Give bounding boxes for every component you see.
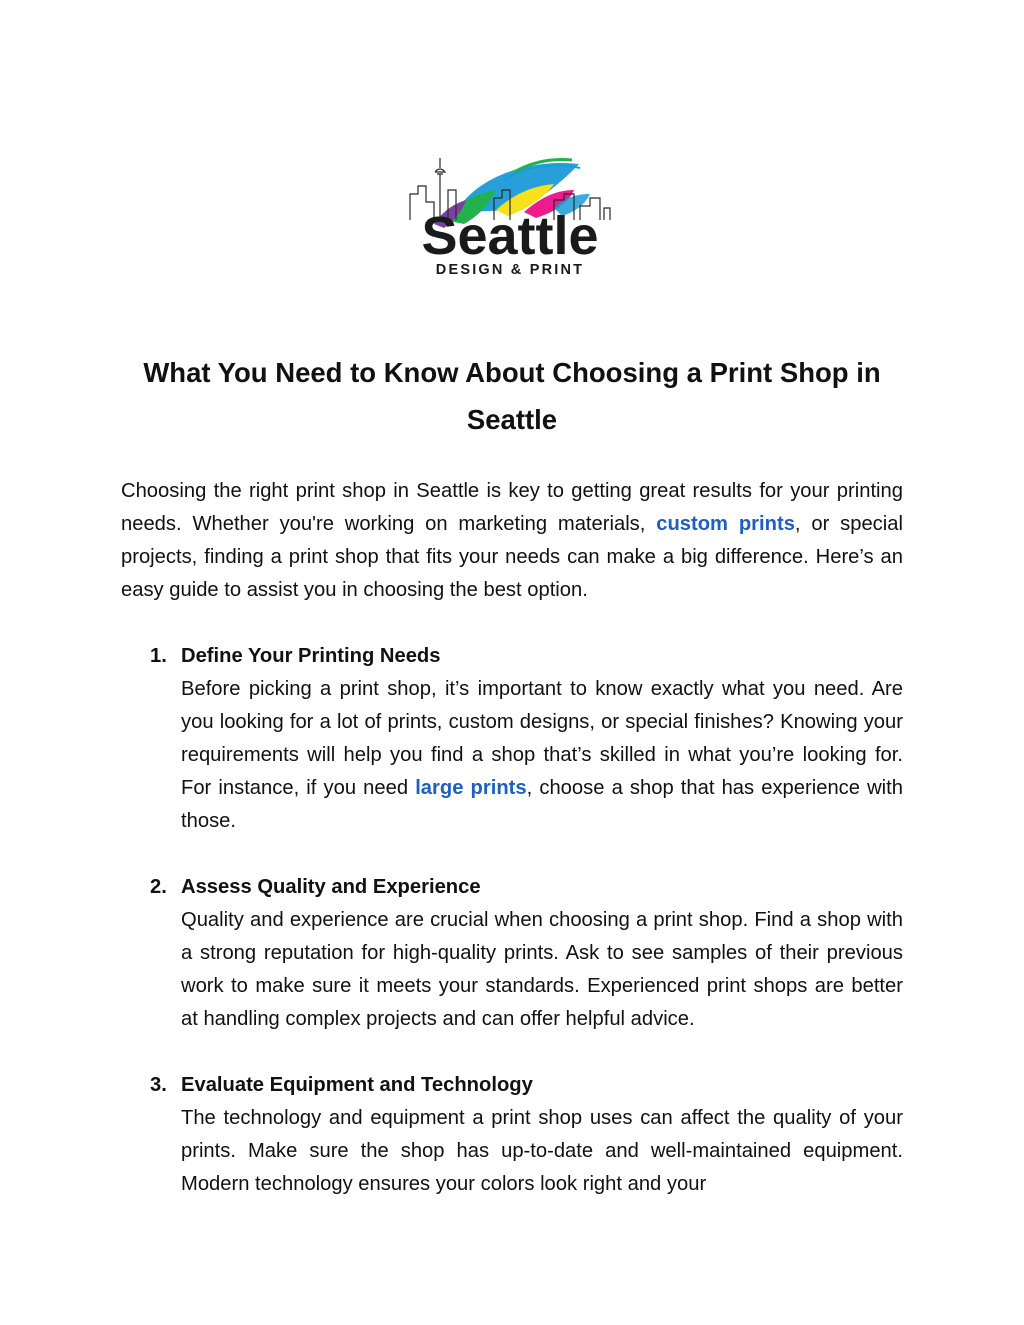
list-item-number: 3. — [150, 1074, 167, 1096]
list-item-text — [181, 673, 903, 838]
list-item-number: 1. — [150, 645, 167, 667]
custom-prints-link[interactable]: custom prints — [656, 513, 795, 535]
list-item-text: Quality and experience are crucial when choosing a print shop. Find a shop with a strong reputation for high-quality prints. Ask to see samples of their previous work to make sure it meets your standards. Experienced print shops are better at handling complex projects and can offer helpful advice. — [181, 909, 903, 1030]
item-text-before-link: Before picking a print shop, it’s important to know exactly what you need. Are you looking for a lot of prints, custom designs, or special finishes? Knowing your requirements will help you find a shop that’s skilled in what you’re looking for. For instance, if you need — [181, 678, 903, 799]
logo-tagline: DESIGN & PRINT — [435, 262, 585, 278]
intro-text-after-link: , or special projects, finding a print shop that fits your needs can make a big difference. Here’s an easy guide to assist you in choosing the best option. — [121, 513, 903, 601]
guide-list — [121, 640, 903, 1234]
list-item-heading: Evaluate Equipment and Technology — [181, 1074, 533, 1096]
logo-word: Seattle — [421, 206, 599, 266]
list-item-text: The technology and equipment a print shop uses can affect the quality of your prints. Make sure the shop has up-to-date and well-maintained equipment. Modern technology ensures your colors look right and your — [181, 1107, 903, 1195]
large-prints-link[interactable]: large prints — [415, 777, 527, 799]
logo-artwork — [404, 150, 616, 278]
item-text-after-link: , choose a shop that has experience with those. — [181, 777, 903, 832]
intro-text-before-link: Choosing the right print shop in Seattle is key to getting great results for your printing needs. Whether you're working on marketing materials, — [121, 480, 903, 535]
list-item-number: 2. — [150, 876, 167, 898]
list-item-heading: Assess Quality and Experience — [181, 876, 481, 898]
list-item — [121, 640, 903, 838]
document-title: What You Need to Know About Choosing a Print Shop in Seattle — [143, 357, 881, 435]
intro-paragraph — [121, 475, 903, 607]
seattle-design-print-logo — [404, 150, 616, 278]
list-item — [121, 1069, 903, 1201]
list-item-heading: Define Your Printing Needs — [181, 645, 441, 667]
list-item — [121, 871, 903, 1036]
